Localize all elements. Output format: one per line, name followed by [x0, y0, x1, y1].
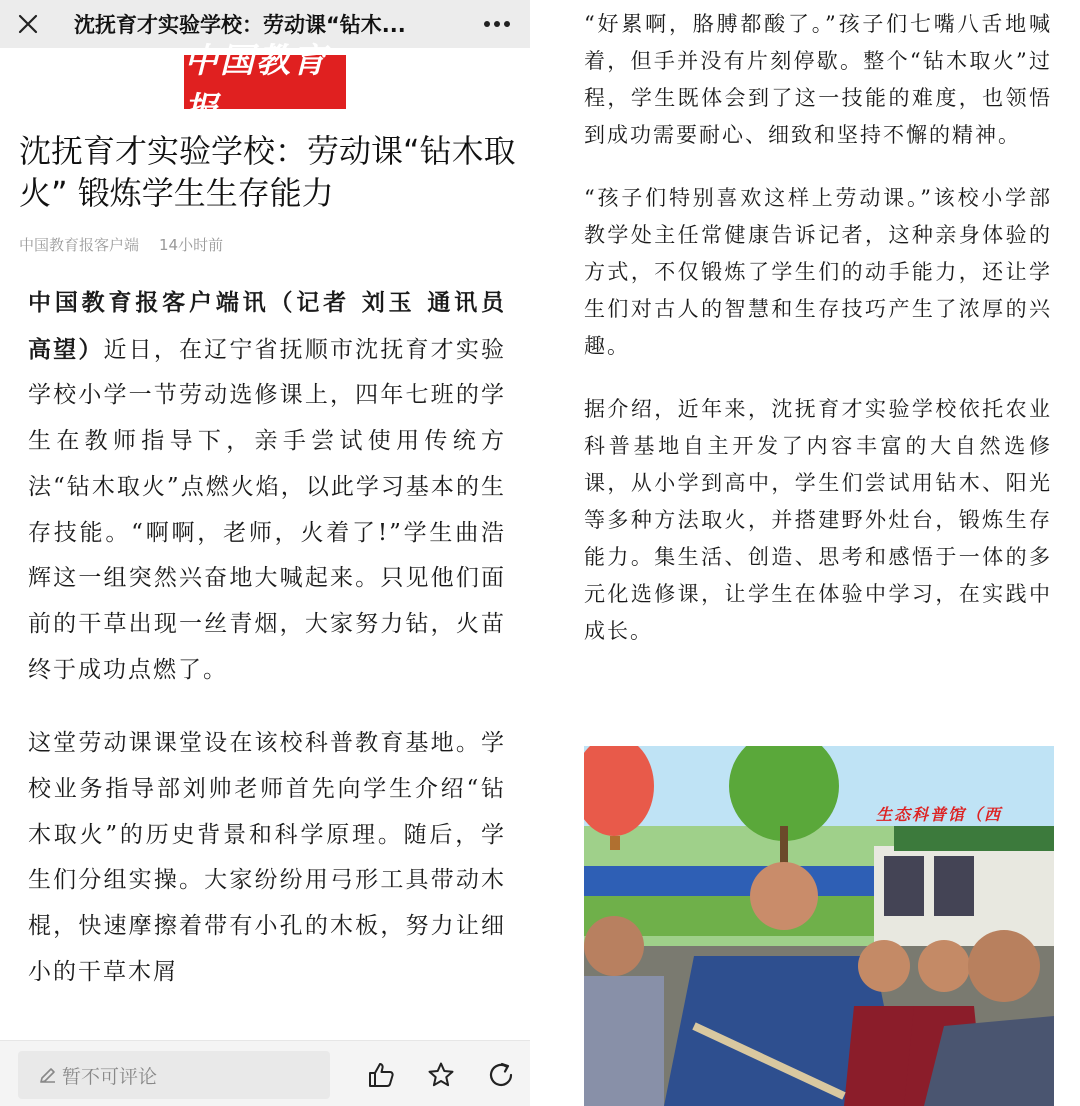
- share-icon[interactable]: [486, 1060, 516, 1090]
- comment-placeholder: 暂不可评论: [62, 1065, 158, 1088]
- article-time: 14小时前: [159, 236, 224, 254]
- paragraph-4: “孩子们特别喜欢这样上劳动课。”该校小学部教学处主任常健康告诉记者，这种亲身体验的方式，不仅锻炼了学生们的动手能力，还让学生们对古人的智慧和生存技巧产生了浓厚的兴趣。: [584, 186, 1052, 358]
- paragraph-3: “好累啊，胳膊都酸了。”孩子们七嘴八舌地喊着，但手并没有片刻停歇。整个“钻木取火”过程，学生既体会到了这一技能的难度，也领悟到成功需要耐心、细致和坚持不懈的精神。: [584, 12, 1052, 147]
- edit-icon: [38, 1065, 58, 1085]
- photo-sign-text: 生态科普馆（西: [876, 805, 1003, 824]
- article-headline: 沈抚育才实验学校：劳动课“钻木取火” 锻炼学生生存能力: [19, 132, 516, 212]
- paragraph-5: 据介绍，近年来，沈抚育才实验学校依托农业科普基地自主开发了内容丰富的大自然选修课，从小学到高中，学生们尝试用钻木、阳光等多种方法取火，并搭建野外灶台，锻炼生存能力。集生活、创造、思考和感悟于一体的多元化选修课，让学生在体验中学习，在实践中成长。: [584, 397, 1052, 643]
- article-source[interactable]: 中国教育报客户端: [19, 236, 140, 254]
- newspaper-logo: [184, 41, 346, 130]
- logo-text: 中国教育报: [184, 41, 328, 130]
- article-photo: [584, 746, 1054, 1106]
- article-body-left: [28, 280, 506, 996]
- thumb-up-icon[interactable]: [366, 1060, 396, 1090]
- article-body-right: [584, 6, 1052, 650]
- star-icon[interactable]: [426, 1060, 456, 1090]
- paragraph-1-text: 近日，在辽宁省抚顺市沈抚育才实验学校小学一节劳动选修课上，四年七班的学生在教师指导下，亲手尝试使用传统方法“钻木取火”点燃火焰，以此学习基本的生存技能。“啊啊，老师，火着了!”学生曲浩辉这一组突然兴奋地大喊起来。只见他们面前的干草出现一丝青烟，大家努力钻，火苗终于成功点燃了。: [28, 336, 507, 683]
- screenshot-divider: [530, 0, 552, 1106]
- paragraph-2: 这堂劳动课课堂设在该校科普教育基地。学校业务指导部刘帅老师首先向学生介绍“钻木取火”的历史背景和科学原理。随后，学生们分组实操。大家纷纷用弓形工具带动木棍，快速摩擦着带有小孔的木板，努力让细小的干草木屑: [28, 730, 506, 985]
- bottom-bar: [0, 1040, 530, 1106]
- more-icon[interactable]: [464, 0, 530, 48]
- comment-input[interactable]: [18, 1051, 330, 1099]
- article-meta: [19, 234, 223, 255]
- right-screenshot: [552, 0, 1080, 1106]
- close-icon[interactable]: [0, 0, 56, 48]
- left-screenshot: [0, 0, 530, 1106]
- paragraph-1: [28, 280, 506, 693]
- page-title: 沈抚育才实验学校：劳动课“钻木...: [74, 13, 406, 37]
- lead-byline: 中国教育报客户端讯（记者 刘玉 通讯员 高望）: [28, 289, 506, 363]
